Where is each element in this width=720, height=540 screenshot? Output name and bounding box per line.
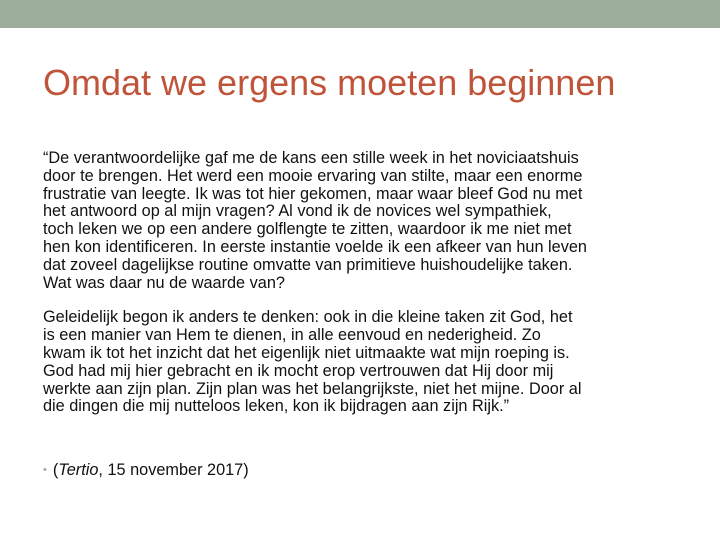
quote-paragraph-2: Geleidelijk begon ik anders te denken: ook in die kleine taken zit God, het is een manier van Hem te dienen, in alle eenvoud en nederigheid. Zo kwam ik tot het inzicht dat het eigenlijk niet uitmaakte wat mijn roeping is. God had mij hier gebracht en ik mocht erop vertrouwen dat Hij door mij werkte aan zijn plan. Zijn plan was het belangrijkste, niet het mijne. Door al die dingen die mij nutteloos leken, kon ik bijdragen aan zijn Rijk.” — [43, 308, 582, 416]
slide-body — [43, 150, 693, 416]
bullet-icon: • — [43, 464, 47, 476]
citation-open-paren: ( — [52, 461, 59, 479]
top-accent-band — [0, 0, 720, 28]
citation-source: Tertio — [58, 461, 99, 479]
citation-line — [43, 461, 249, 479]
slide-title: Omdat we ergens moeten beginnen — [43, 62, 616, 103]
quote-paragraph-1: “De verantwoordelijke gaf me de kans een stille week in het noviciaatshuis door te brengen. Het werd een mooie ervaring van stilte, maar een enorme frustratie van leegte. Ik was tot hier gekomen, maar waar bleef God nu met het antwoord op al mijn vragen? Al vond ik de novices wel sympathiek, toch leken we op een andere golflengte te zitten, waardoor ik me niet met hen kon identificeren. In eerste instantie voelde ik een afkeer van hun leven dat zoveel dagelijkse routine omvatte van primitieve huishoudelijke taken. Wat was daar nu de waarde van? — [43, 149, 587, 292]
citation-date: , 15 november 2017) — [98, 461, 249, 479]
